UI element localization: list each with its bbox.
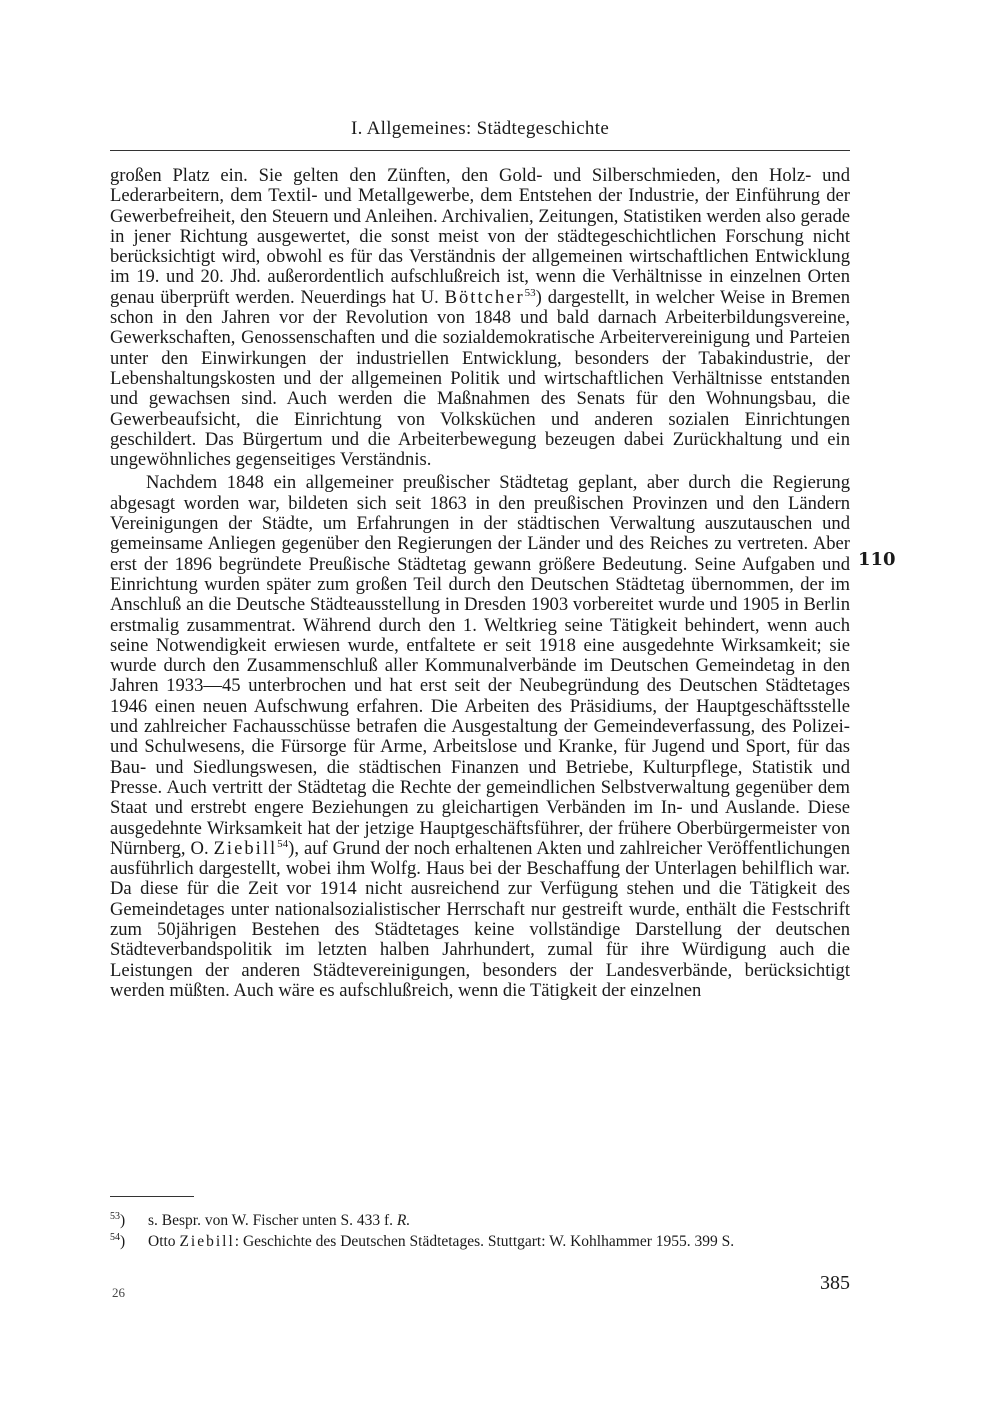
footnote-text — [148, 1210, 850, 1231]
paragraph-2-text-b: ), auf Grund der noch erhaltenen Akten und zahlreicher Veröffentlichungen ausführlich dargestellt, wobei ihm Wolfg. Haus bei der Beschaffung der Unterlagen behilflich war. Da diese für die Zeit vor 1914 nicht ausreichend zur Verfügung stehen und die Tätigkeit des Gemeindetages unter nationalsozialistischer Herrschaft nur gestreift wurde, enthält die Festschrift zum 50jährigen Bestehen des Städtetages keine vollständige Darstellung der deutschen Städteverbandspolitik im letzten halben Jahrhundert, zumal für ihre Würdigung auch die Leistungen der anderen Städtevereinigungen, besonders der Landesverbände, berücksichtigt werden müßten. Auch wäre es aufschlußreich, wenn die Tätigkeit der einzelnen — [110, 837, 850, 1001]
margin-number: 110 — [858, 549, 896, 570]
paragraph-1-text-b: ) dargestellt, in welcher Weise in Bremen schon in den Jahren vor der Revolution von 1848 und bald darnach Arbeiterbildungsvereine, Gewerkschaften, Genossenschaften und die sozialdemokratische Arbeitervereinigung und Parteien unter den Einwirkungen der industriellen Entwicklung, besonders der Tabakindustrie, der Lebenshaltungskosten und der allgemeinen Politik und wirtschaftlichen Verhältnisse entstanden und gewachsen sind. Auch werden die Maßnahmen des Senats für den Wohnungsbau, die Gewerbeaufsicht, die Einrichtung von Volksküchen und anderen sozialen Einrichtungen geschildert. Das Bürgertum und die Arbeiterbewegung bezeugen dabei Zurückhaltung und ein ungewöhnliches gegenseitiges Verständnis. — [110, 286, 850, 471]
main-text — [110, 166, 850, 1001]
footnote-mark — [110, 1210, 148, 1231]
running-head: I. Allgemeines: Städtegeschichte — [350, 118, 610, 139]
footnotes — [110, 1210, 850, 1252]
paragraph-2 — [110, 473, 850, 1001]
footnote-text-a: s. Bespr. von W. Fischer unten S. 433 f. — [148, 1212, 397, 1229]
footnote-ref-53: 53 — [524, 286, 536, 299]
footnote-paren: ) — [120, 1233, 126, 1250]
page-number: 385 — [820, 1272, 850, 1294]
author-name-boettcher: Böttcher — [444, 286, 525, 308]
footnote-mark — [110, 1231, 148, 1252]
footnote-number: 54 — [110, 1231, 120, 1243]
footnote-paren: ) — [120, 1212, 126, 1229]
footnote-italic: R. — [396, 1212, 411, 1229]
signature-mark: 26 — [112, 1285, 125, 1300]
footnote-text — [148, 1231, 850, 1252]
paragraph-2-text-a: Nachdem 1848 ein allgemeiner preußischer Städtetag geplant, aber durch die Regierung abgesagt worden war, bildeten sich seit 1863 in den preußischen Provinzen und den Ländern Vereinigungen der Städte, um Erfahrungen in der städtischen Verwaltung auszutauschen und gemeinsame Anliegen gegenüber den Regierungen der Länder und des Reiches zu vertreten. Aber erst der 1896 begründete Preußische Städtetag gewann größere Bedeutung. Seine Aufgaben und Einrichtung wurden später zum großen Teil durch den Deutschen Städtetag übernommen, der im Anschluß an die Deutsche Städteausstellung in Dresden 1903 vorbereitet wurde und 1905 in Berlin erstmalig zusammentrat. Während durch den 1. Weltkrieg seine Tätigkeit behindert, wenn auch seine Notwendigkeit erwiesen wurde, entfaltete er seit 1918 eine ausgedehnte Wirksamkeit; sie wurde durch den Zusammenschluß aller Kommunalverbände im Deutschen Gemeindetag in den Jahren 1933—45 unterbrochen und hat erst seit der Neubegründung des Deutschen Städtetages 1946 einen neuen Aufschwung erfahren. Die Arbeiten des Präsidiums, der Hauptgeschäftsstelle und zahlreicher Fachausschüsse betrafen die Ausgestaltung der Gemeindeverfassung, des Polizei- und Schulwesens, die Fürsorge für Arme, Arbeitslose und Kranke, für Jugend und Sport, für das Bau- und Siedlungswesen, die städtischen Finanzen und Betriebe, Kulturpflege, Statistik und Presse. Auch vertritt der Städtetag die Rechte der gemeindlichen Selbstverwaltung gegenüber dem Staat und erstrebt engere Beziehungen zu gleichartigen Verbänden im In- und Auslande. Diese ausgedehnte Wirksamkeit hat der jetzige Hauptgeschäftsführer, der frühere Oberbürgermeister von Nürnberg, O. — [110, 472, 850, 859]
author-name-ziebill: Ziebill — [213, 837, 278, 859]
header-rule — [110, 150, 850, 151]
footnote-rule — [110, 1196, 194, 1197]
paragraph-1 — [110, 166, 850, 470]
footnote-text-a: Otto — [148, 1233, 180, 1250]
footnote-author: Ziebill — [179, 1233, 235, 1250]
footnote-53 — [110, 1210, 850, 1231]
footnote-54 — [110, 1231, 850, 1252]
paragraph-1-text-a: großen Platz ein. Sie gelten den Zünften, den Gold- und Silberschmieden, den Holz- und Lederarbeitern, dem Textil- und Metallgewerbe, dem Entstehen der Industrie, der Einführung der Gewerbefreiheit, den Steuern und Anleihen. Archivalien, Zeitungen, Statistiken werden also gerade in jener Richtung ausgewertet, die sonst meist von der städtegeschichtlichen Forschung nicht berücksichtigt wird, obwohl es für das Verständnis der allgemeinen wirtschaftlichen Entwicklung im 19. und 20. Jhd. außerordentlich aufschlußreich ist, wenn die Verhältnisse in einzelnen Orten genau überprüft werden. Neuerdings hat U. — [110, 165, 850, 308]
footnote-ref-54: 54 — [277, 837, 289, 850]
footnote-number: 53 — [110, 1210, 120, 1222]
footnote-text-b: : Geschichte des Deutschen Städtetages. Stuttgart: W. Kohlhammer 1955. 399 S. — [234, 1233, 735, 1250]
